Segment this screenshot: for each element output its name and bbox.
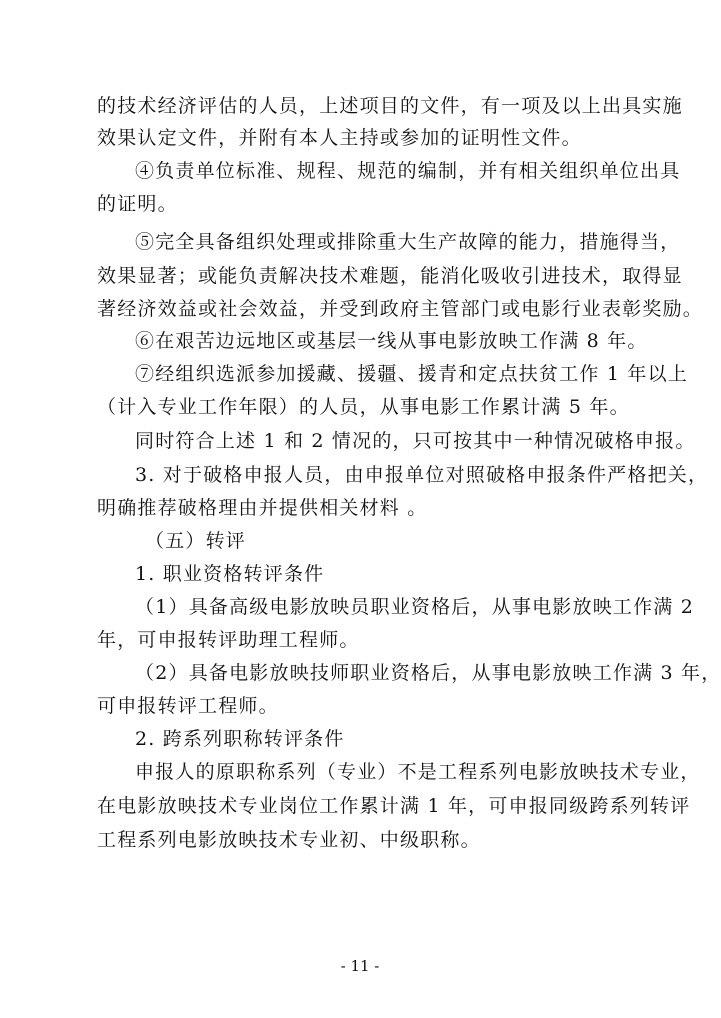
subheading-1: 1. 职业资格转评条件 (135, 563, 325, 585)
text-line-2: 效果认定文件，并附有本人主持或参加的证明性文件。 (97, 127, 582, 149)
text-line-6: 效果显著；或能负责解决技术难题，能消化吸收引进技术，取得显 (97, 265, 683, 287)
text-line-13: 明确推荐破格理由并提供相关材料 。 (97, 497, 428, 519)
text-line-23: 工程系列电影放映技术专业初、中级职称。 (97, 829, 481, 851)
text-line-18: （2）具备电影放映技师职业资格后，从事电影放映工作满 3 年， (135, 662, 721, 684)
text-line-16: （1）具备高级电影放映员职业资格后，从事电影放映工作满 2 (135, 596, 695, 618)
text-line-17: 年，可申报转评助理工程师。 (97, 629, 360, 651)
text-line-4: 的证明。 (97, 193, 178, 215)
text-line-3: ④负责单位标准、规程、规范的编制，并有相关组织单位出具 (135, 160, 681, 182)
text-line-9: ⑦经组织选派参加援藏、援疆、援青和定点扶贫工作 1 年以上 (135, 363, 688, 385)
text-line-5: ⑤完全具备组织处理或排除重大生产故障的能力，措施得当， (135, 231, 681, 253)
text-line-8: ⑥在艰苦边远地区或基层一线从事电影放映工作满 8 年。 (135, 330, 648, 352)
text-line-10: （计入专业工作年限）的人员，从事电影工作累计满 5 年。 (97, 396, 630, 418)
text-line-1: 的技术经济评估的人员，上述项目的文件，有一项及以上出具实施 (97, 95, 683, 117)
text-line-7: 著经济效益或社会效益，并受到政府主管部门或电影行业表彰奖励。 (97, 298, 704, 320)
page-number: - 11 - (340, 957, 380, 975)
text-line-22: 在电影放映技术专业岗位工作累计满 1 年，可申报同级跨系列转评 (97, 795, 691, 817)
section-heading-zhuanping: （五）转评 (145, 530, 247, 552)
text-line-21: 申报人的原职称系列（专业）不是工程系列电影放映技术专业， (135, 761, 701, 783)
subheading-2: 2. 跨系列职称转评条件 (135, 728, 345, 750)
text-line-19: 可申报转评工程师。 (97, 695, 279, 717)
text-line-11: 同时符合上述 1 和 2 情况的，只可按其中一种情况破格申报。 (135, 430, 696, 452)
text-line-12: 3. 对于破格申报人员，由申报单位对照破格申报条件严格把关， (135, 464, 709, 486)
